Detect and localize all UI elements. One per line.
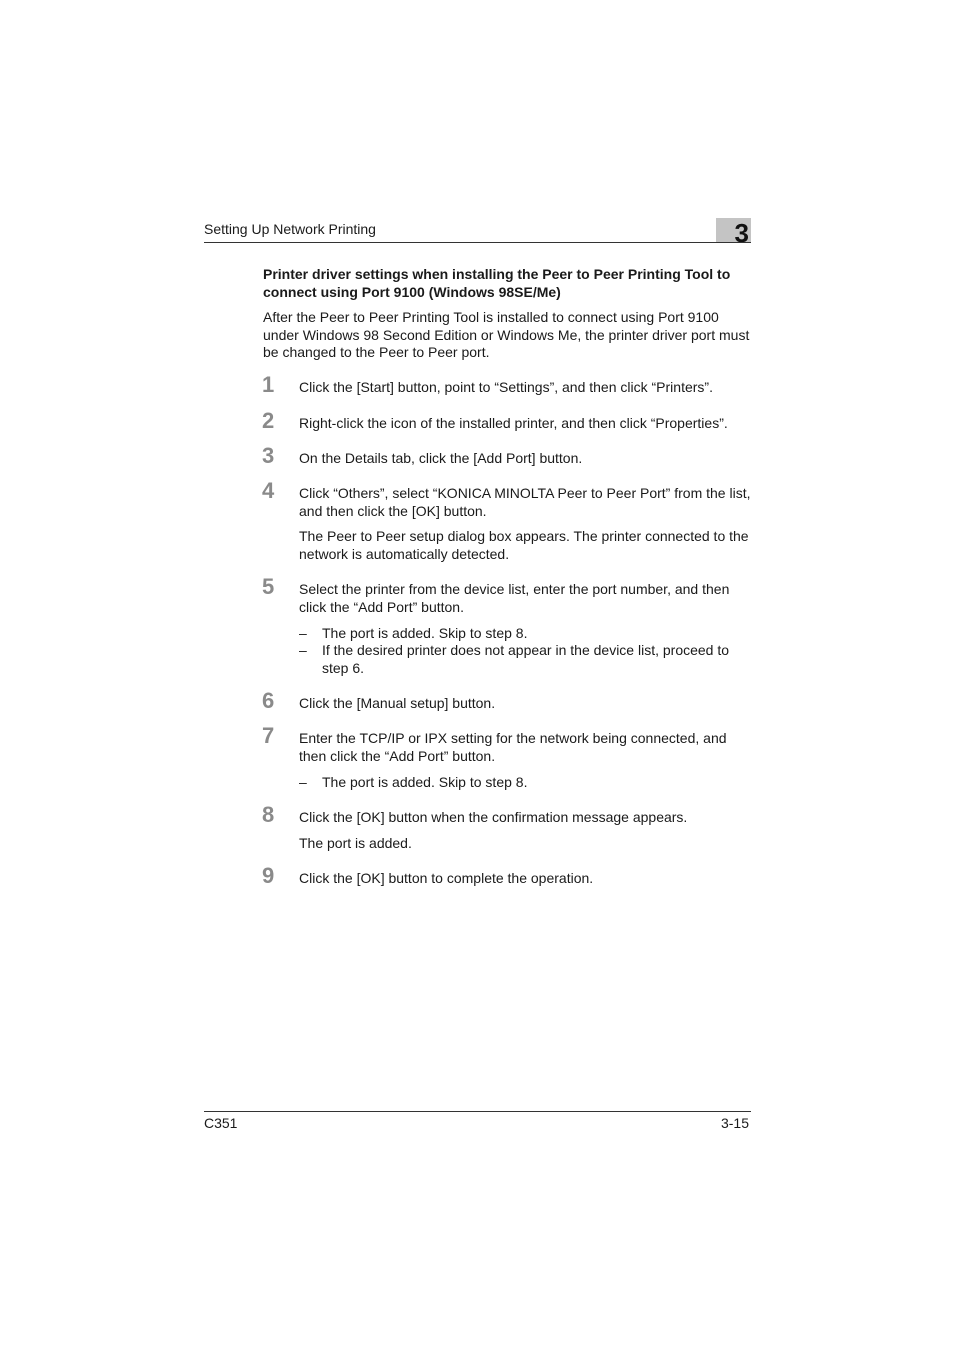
step-text: Enter the TCP/IP or IPX setting for the network being connected, and then click the “Add Port” button. <box>299 730 727 764</box>
bullet-marker: – <box>299 625 307 641</box>
step-note: The Peer to Peer setup dialog box appears. The printer connected to the network is automatically detected. <box>299 528 749 562</box>
bullet-marker: – <box>299 642 307 658</box>
bullet-item: The port is added. Skip to step 8. <box>322 774 528 790</box>
step-text: Click the [OK] button to complete the operation. <box>299 870 594 886</box>
step-note: The port is added. <box>299 835 412 851</box>
footer-page-number: 3-15 <box>720 1115 749 1131</box>
step-text: Click the [Manual setup] button. <box>299 695 496 711</box>
bullet-marker: – <box>299 774 307 790</box>
bullet-item: The port is added. Skip to step 8. <box>322 625 528 641</box>
section-title: Printer driver settings when installing the Peer to Peer Printing Tool to connect using Port 9100 (Windows 98SE/Me) <box>263 266 731 300</box>
step-number: 9 <box>262 863 275 888</box>
step-number: 3 <box>262 443 275 468</box>
footer-rule <box>204 1111 751 1112</box>
step-text: Right-click the icon of the installed printer, and then click “Properties”. <box>299 415 728 431</box>
step-number: 4 <box>262 478 275 503</box>
footer-model: C351 <box>204 1115 238 1131</box>
step-number: 6 <box>262 688 275 713</box>
bullet-item: If the desired printer does not appear in the device list, proceed to step 6. <box>322 642 730 676</box>
header-title: Setting Up Network Printing <box>204 221 376 237</box>
step-text: Select the printer from the device list, enter the port number, and then click the “Add Port” button. <box>299 581 730 615</box>
section-intro: After the Peer to Peer Printing Tool is installed to connect using Port 9100 under Windows 98 Second Edition or Windows Me, the printer driver port must be changed to the Peer to Peer port. <box>263 309 750 360</box>
chapter-number: 3 <box>734 218 749 248</box>
step-number: 2 <box>262 408 275 433</box>
step-number: 7 <box>262 723 275 748</box>
header-rule <box>204 242 751 243</box>
step-text: Click the [OK] button when the confirmation message appears. <box>299 809 688 825</box>
step-number: 1 <box>262 372 275 397</box>
step-number: 5 <box>262 574 275 599</box>
step-text: Click “Others”, select “KONICA MINOLTA Peer to Peer Port” from the list, and then click the [OK] button. <box>299 485 751 519</box>
chapter-badge <box>716 218 751 248</box>
step-text: Click the [Start] button, point to “Settings”, and then click “Printers”. <box>299 379 713 395</box>
step-text: On the Details tab, click the [Add Port] button. <box>299 450 583 466</box>
step-number: 8 <box>262 802 275 827</box>
